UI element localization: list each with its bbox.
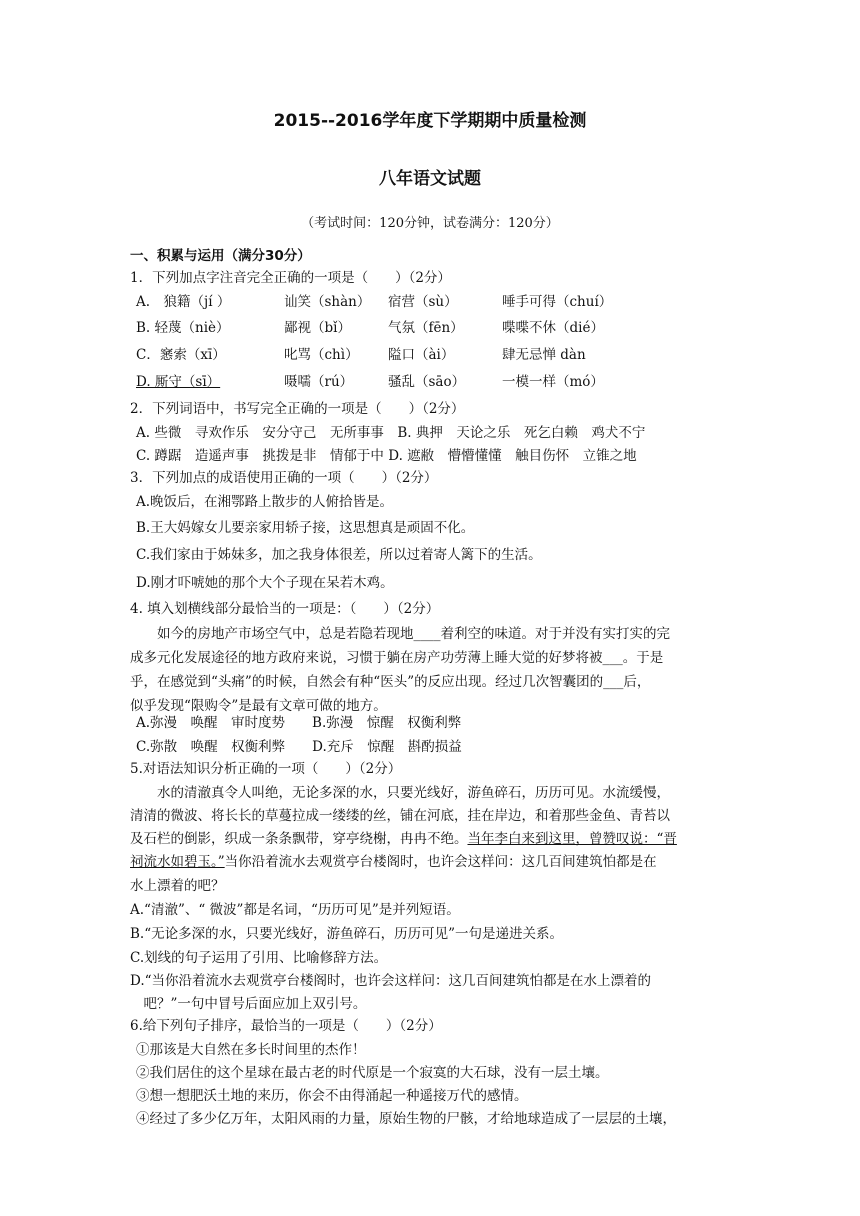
question-6-sentence-4: ④经过了多少亿万年，太阳风雨的力量，原始生物的尸骸，才给地球造成了一层层的土壤，	[136, 1111, 676, 1127]
question-5-stem: 5.对语法知识分析正确的一项（ ）（2分）	[130, 761, 402, 777]
option-cell: 宿营（sù）	[388, 294, 458, 310]
question-4-passage: 似乎发现“限购令”是最有文章可做的地方。	[130, 698, 387, 714]
question-2-stem: 2．下列词语中，书写完全正确的一项是（ ）（2分）	[130, 401, 465, 417]
question-3-stem: 3．下列加点的成语使用正确的一项（ ）（2分）	[130, 470, 438, 486]
question-6-stem: 6.给下列句子排序，最恰当的一项是（ ）（2分）	[130, 1018, 442, 1034]
question-3-option-c: C.我们家由于姊妹多，加之我身体很差，所以过着寄人篱下的生活。	[136, 547, 542, 563]
question-5-option-b: B.“无论多深的水，只要光线好，游鱼碎石，历历可见”一句是递进关系。	[130, 926, 564, 942]
question-5-option-d-cont: 吧？”一句中冒号后面应加上双引号。	[130, 996, 367, 1012]
option-cell: 气氛（fēn）	[388, 320, 464, 336]
question-4-options-cd: C.弥散 唤醒 权衡利弊 D.充斥 惊醒 斟酌损益	[136, 739, 462, 755]
option-cell: 骚乱（sāo）	[388, 374, 466, 390]
exam-title: 2015--2016学年度下学期期中质量检测	[273, 111, 587, 131]
option-cell: 一模一样（mó）	[502, 374, 604, 390]
underlined-sentence: 当年李白来到这里，曾赞叹说：“晋	[467, 831, 677, 847]
option-cell: 喋喋不休（dié）	[502, 320, 604, 336]
question-5-passage-line-4	[130, 852, 657, 872]
option-cell: A. 狼籍（jí ）	[136, 294, 231, 310]
option-cell: D. 厮守（sī）	[136, 374, 221, 390]
question-2-line-2: C. 蹲踞 造遥声事 挑拨是非 情郁于中 D. 遮敝 懵懵懂懂 触目伤怀 立锥之地	[136, 448, 637, 464]
option-cell: B. 轻蔑（niè）	[136, 320, 230, 336]
question-5-passage: 水上漂着的吧？	[130, 878, 225, 894]
question-5-option-d: D.“当你沿着流水去观赏亭台楼阁时，也许会这样问：这几百间建筑怕都是在水上漂着的	[130, 973, 652, 989]
underlined-sentence: 祠流水如碧玉。”	[130, 854, 225, 870]
question-4-passage: 乎，在感觉到“头痛”的时候，自然会有种“医头”的反应出现。经过几次智囊团的___后，	[130, 674, 651, 690]
question-1-stem: 1．下列加点字注音完全正确的一项是（ ）（2分）	[130, 270, 451, 286]
question-5-passage: 水的清澈真令人叫绝，无论多深的水，只要光线好，游鱼碎石，历历可见。水流缓慢，	[130, 785, 670, 801]
exam-info: （考试时间：120分钟，试卷满分：120分）	[301, 216, 559, 231]
question-5-option-c: C.划线的句子运用了引用、比喻修辞方法。	[130, 950, 388, 966]
option-cell: C．窸索（xī）	[136, 347, 226, 363]
question-5-option-a: A.“清澈”、“ 微波”都是名词，“历历可见”是并列短语。	[130, 902, 460, 918]
passage-text: 及石栏的倒影，织成一条条飘带，穿亭绕榭，冉冉不绝。	[130, 831, 468, 847]
option-cell: 唾手可得（chuí）	[502, 294, 613, 310]
question-3-option-b: B.王大妈嫁女儿要亲家用轿子接，这思想真是顽固不化。	[136, 520, 475, 536]
question-3-option-d: D.刚才吓唬她的那个大个子现在呆若木鸡。	[136, 575, 394, 591]
question-4-stem: 4. 填入划横线部分最恰当的一项是：（ ）（2分）	[130, 601, 440, 617]
question-4-options-ab: A.弥漫 唤醒 审时度势 B.弥漫 惊醒 权衡利弊	[136, 715, 462, 731]
question-3-option-a: A.晚饭后，在湘鄂路上散步的人俯拾皆是。	[136, 494, 394, 510]
question-5-passage-line-3	[130, 829, 677, 849]
question-4-passage: 如今的房地产市场空气中，总是若隐若现地____着利空的味道。对于并没有实打实的完	[130, 626, 670, 642]
question-6-sentence-1: ①那该是大自然在多长时间里的杰作！	[136, 1042, 366, 1058]
option-cell: 嗫嚅（rú）	[284, 374, 354, 390]
question-6-sentence-3: ③想一想肥沃土地的来历，你会不由得涌起一种遥接万代的感情。	[136, 1088, 528, 1104]
option-cell: 讪笑（shàn）	[284, 294, 371, 310]
option-cell: 叱骂（chì）	[284, 347, 359, 363]
option-cell: 鄙视（bǐ）	[284, 320, 351, 336]
question-5-passage: 清清的微波、将长长的草蔓拉成一缕缕的丝，铺在河底，挂在岸边，和着那些金鱼、青苔以	[130, 808, 670, 824]
question-2-line-1: A. 些微 寻欢作乐 安分守己 无所事事 B. 典押 天论之乐 死乞白赖 鸡犬不宁	[136, 425, 646, 441]
option-cell: 隘口（ài）	[388, 347, 455, 363]
section-heading: 一、积累与运用（满分30分）	[130, 248, 311, 264]
question-6-sentence-2: ②我们居住的这个星球在最古老的时代原是一个寂寞的大石球，没有一层土壤。	[136, 1065, 609, 1081]
passage-text: 当你沿着流水去观赏亭台楼阁时，也许会这样问：这几百间建筑怕都是在	[224, 854, 657, 870]
option-cell: 肆无忌惮 dàn	[502, 347, 586, 363]
question-4-passage: 成多元化发展途径的地方政府来说，习惯于躺在房产功劳薄上睡大觉的好梦将被___。于是	[130, 650, 664, 666]
exam-subtitle: 八年语文试题	[379, 169, 481, 189]
